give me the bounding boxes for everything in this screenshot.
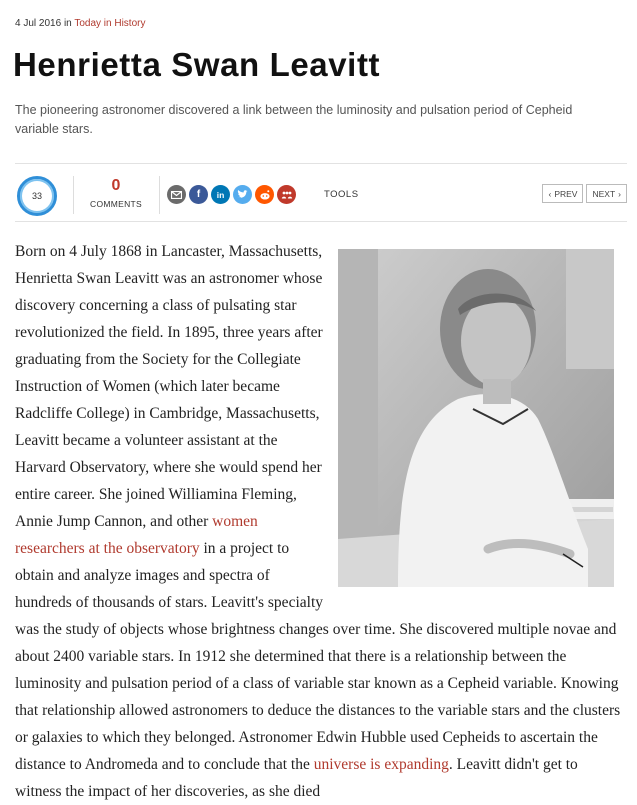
email-icon[interactable] (167, 185, 186, 204)
digg-icon[interactable] (277, 185, 296, 204)
paragraph-text-b: in a project to obtain and analyze images and spectra of hundreds of thousands of stars. Leavitt's specialty was the study of objects whose brightness changes over time. She discovered multiple novae and about 2400 variable stars. In 1912 she determined that there is a relationship between the luminosity and pulsation period of a class of variable star known as a Cepheid variable. Knowing that relationship allowed astronomers to deduce the distances to the variable stars and the clusters or galaxies to which they belonged. Astronomer Edwin Hubble used Cepheids to ascertain the distance to Andromeda and to conclude that the (15, 540, 621, 773)
toolbar-separator (159, 176, 160, 214)
reddit-icon[interactable] (255, 185, 274, 204)
article-meta (15, 18, 145, 29)
article-body (15, 238, 627, 805)
meta-in-word: in (63, 18, 72, 29)
article-date: 4 Jul 2016 (15, 18, 62, 29)
paragraph-text-c: . Leavitt didn't get to witness the impact of her discoveries, as she died (15, 756, 578, 800)
page-title: Henrietta Swan Leavitt (13, 46, 381, 83)
article-toolbar (15, 172, 627, 218)
linkedin-icon[interactable]: in (211, 185, 230, 204)
share-buttons (167, 185, 296, 204)
women-researchers-link[interactable]: women researchers at the observatory (15, 513, 258, 557)
comments-label: COMMENTS (90, 199, 142, 209)
paragraph-text-a: Born on 4 July 1868 in Lancaster, Massachusetts, Henrietta Swan Leavitt was an astronomer whose discovery concerning a class of pulsating star revolutionized the field. In 1895, three years after graduating from the Society for the Collegiate Instruction of Women (which later became Radcliffe College) in Cambridge, Massachusetts, Leavitt became a volunteer assistant at the Harvard Observatory, where she would spend her entire career. She joined Williamina Fleming, Annie Jump Cannon, and other (15, 243, 323, 530)
divider-top (15, 163, 627, 164)
category-link[interactable]: Today in History (74, 18, 146, 29)
divider-bottom (15, 221, 627, 222)
article-pager (542, 184, 627, 203)
next-label: NEXT (592, 188, 616, 199)
article-deck: The pioneering astronomer discovered a link between the luminosity and pulsation period of Cepheid variable stars. (15, 103, 573, 136)
chevron-left-icon: ‹ (548, 188, 552, 199)
comment-count: 0 (111, 177, 121, 194)
facebook-icon[interactable]: f (189, 185, 208, 204)
tools-button[interactable]: TOOLS (324, 189, 359, 200)
score-value: 33 (31, 191, 42, 201)
comments-button[interactable] (87, 177, 145, 209)
altmetric-score-badge[interactable] (17, 176, 57, 216)
toolbar-separator (73, 176, 74, 214)
chevron-right-icon: › (618, 188, 621, 199)
leavitt-portrait-image (338, 249, 614, 587)
universe-expanding-link[interactable]: universe is expanding (313, 756, 449, 773)
twitter-icon[interactable] (233, 185, 252, 204)
next-button[interactable] (586, 184, 627, 203)
prev-button[interactable] (542, 184, 583, 203)
prev-label: PREV (554, 188, 578, 199)
